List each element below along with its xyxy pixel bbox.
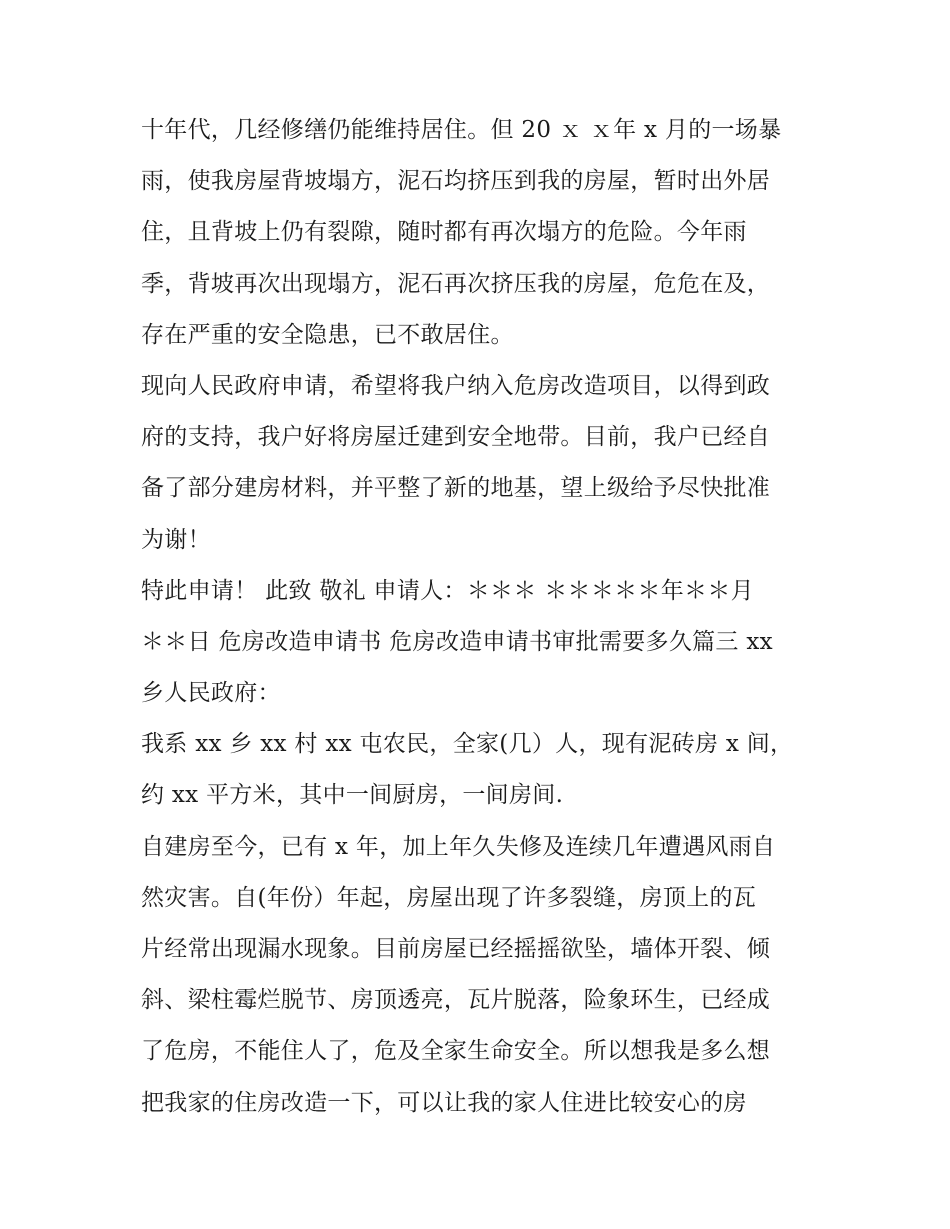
text-line: 斜、梁柱霉烂脱节、房顶透亮，瓦片脱落，险象环生，已经成	[141, 987, 771, 1014]
text-line: 了危房，不能住人了，危及全家生命安全。所以想我是多么想	[141, 1038, 771, 1065]
text-line: 约 xx 平方米，其中一间厨房，一间房间.	[141, 782, 564, 809]
text-line: 季，背坡再次出现塌方，泥石再次挤压我的房屋，危危在及，	[141, 270, 771, 297]
text-line: 存在严重的安全隐患，已不敢居住。	[141, 321, 514, 348]
text-line: 住，且背坡上仍有裂隙，随时都有再次塌方的危险。今年雨	[141, 219, 747, 246]
text-line: 十年代，几经修缮仍能维持居住。但 20 ｘ ｘ年 x 月的一场暴	[141, 117, 782, 143]
text-line: 特此申请！ 此致 敬礼 申请人：＊＊＊ ＊＊＊＊＊年＊＊月	[141, 577, 754, 604]
body-text	[141, 105, 821, 1129]
text-line: 片经常出现漏水现象。目前房屋已经摇摇欲坠，墙体开裂、倾	[141, 936, 771, 962]
text-line: ＊＊日 危房改造申请书 危房改造申请书审批需要多久篇三 xx	[141, 628, 773, 655]
text-line: 把我家的住房改造一下，可以让我的家人住进比较安心的房	[141, 1089, 747, 1116]
text-line: 乡人民政府：	[141, 680, 281, 707]
text-line: 府的支持，我户好将房屋迁建到安全地带。目前，我户已经自	[141, 424, 771, 451]
text-line: 为谢！	[141, 526, 211, 553]
text-line: 然灾害。自(年份）年起，房屋出现了许多裂缝，房顶上的瓦	[141, 884, 757, 911]
text-line: 雨，使我房屋背坡塌方，泥石均挤压到我的房屋，暂时出外居	[141, 168, 771, 195]
text-line: 我系 xx 乡 xx 村 xx 屯农民，全家(几）人，现有泥砖房 x 间，	[141, 731, 794, 758]
text-line: 自建房至今，已有 x 年，加上年久失修及连续几年遭遇风雨自	[141, 833, 776, 860]
text-line: 备了部分建房材料，并平整了新的地基，望上级给予尽快批准	[141, 475, 771, 502]
text-line: 现向人民政府申请，希望将我户纳入危房改造项目，以得到政	[141, 372, 771, 399]
